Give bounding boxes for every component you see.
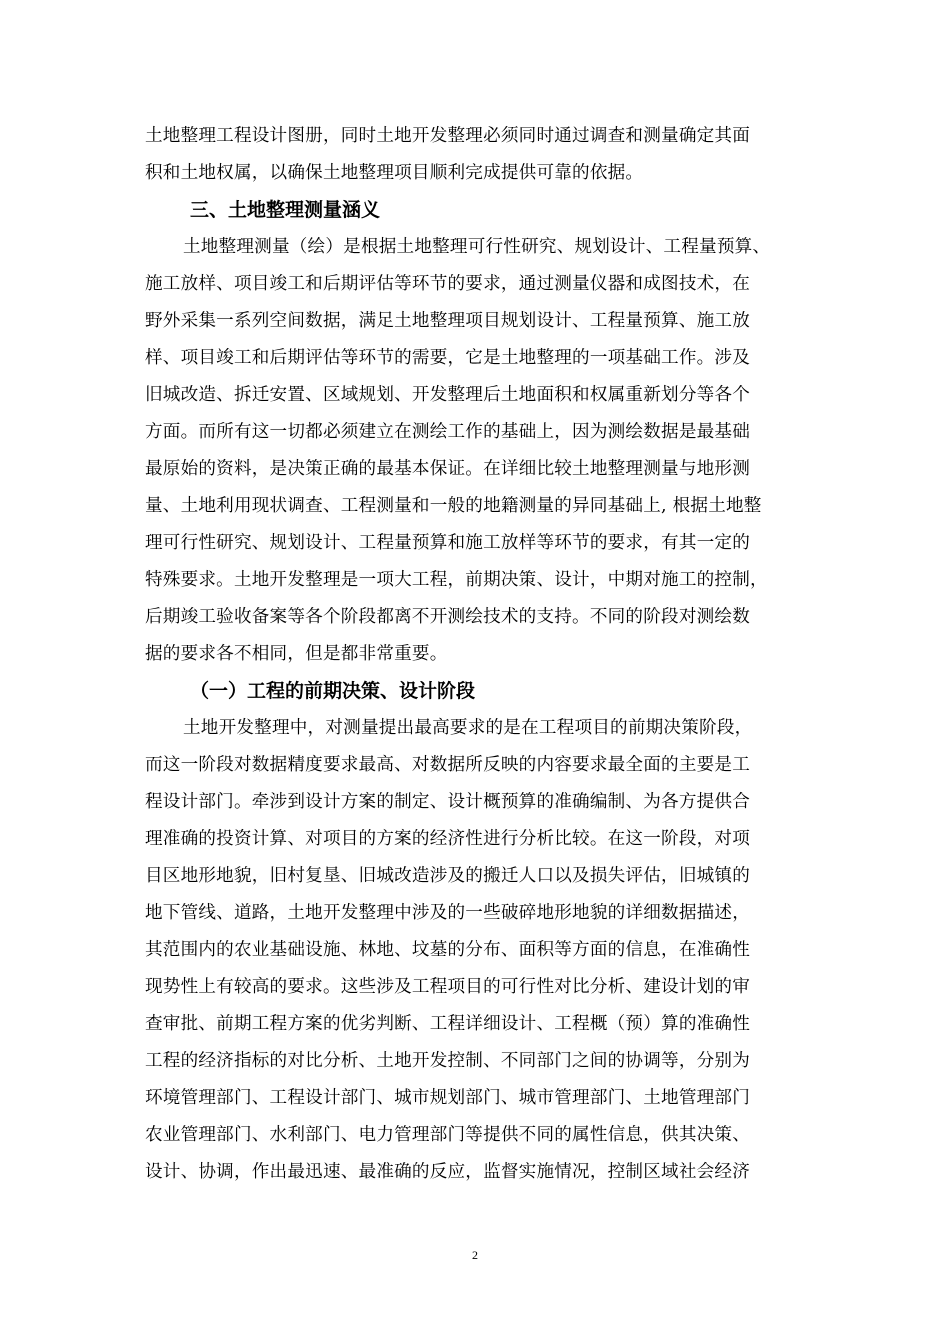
page-number: 2: [472, 1248, 478, 1262]
subsection-line-10: 工程的经济指标的对比分析、土地开发控制、不同部门之间的协调等，分别为: [145, 1051, 750, 1071]
section3-line-4: 样、项目竣工和后期评估等环节的需要，它是土地整理的一项基础工作。涉及: [145, 348, 750, 368]
subsection-line-2: 而这一阶段对数据精度要求最高、对数据所反映的内容要求最全面的主要是工: [145, 755, 750, 775]
section3-line-8: 量、土地利用现状调查、工程测量和一般的地籍测量的异同基础上, 根据土地整: [145, 496, 762, 516]
section3-line-10: 特殊要求。土地开发整理是一项大工程，前期决策、设计，中期对施工的控制，: [145, 570, 768, 590]
section3-line-11: 后期竣工验收备案等各个阶段都离不开测绘技术的支持。不同的阶段对测绘数: [145, 607, 750, 627]
subsection-line-12: 农业管理部门、水利部门、电力管理部门等提供不同的属性信息，供其决策、: [145, 1125, 750, 1145]
section3-line-6: 方面。而所有这一切都必须建立在测绘工作的基础上，因为测绘数据是最基础: [145, 422, 750, 442]
subsection-line-7: 其范围内的农业基础设施、林地、坟墓的分布、面积等方面的信息，在准确性: [145, 940, 750, 960]
subsection-line-4: 理准确的投资计算、对项目的方案的经济性进行分析比较。在这一阶段，对项: [145, 829, 750, 849]
section3-line-12: 据的要求各不相同，但是都非常重要。: [145, 644, 448, 664]
subsection-line-9: 查审批、前期工程方案的优劣判断、工程详细设计、工程概（预）算的准确性: [145, 1014, 750, 1034]
subsection-line-8: 现势性上有较高的要求。这些涉及工程项目的可行性对比分析、建设计划的审: [145, 977, 750, 997]
section3-line-5: 旧城改造、拆迁安置、区域规划、开发整理后土地面积和权属重新划分等各个: [145, 385, 750, 405]
section-heading: 三、土地整理测量涵义: [190, 199, 381, 221]
section3-line-1: 土地整理测量（绘）是根据土地整理可行性研究、规划设计、工程量预算、: [183, 237, 771, 257]
subsection-line-5: 目区地形地貌，旧村复垦、旧城改造涉及的搬迁人口以及损失评估，旧城镇的: [145, 866, 750, 886]
subsection-line-6: 地下管线、道路，土地开发整理中涉及的一些破碎地形地貌的详细数据描述，: [145, 903, 750, 923]
subsection-line-3: 程设计部门。牵涉到设计方案的制定、设计概预算的准确编制、为各方提供合: [145, 792, 750, 812]
section3-line-7: 最原始的资料，是决策正确的最基本保证。在详细比较土地整理测量与地形测: [145, 459, 750, 479]
section3-line-3: 野外采集一系列空间数据，满足土地整理项目规划设计、工程量预算、施工放: [145, 311, 750, 331]
subsection-line-1: 土地开发整理中，对测量提出最高要求的是在工程项目的前期决策阶段，: [183, 718, 753, 738]
intro-line-2: 积和土地权属，以确保土地整理项目顺利完成提供可靠的依据。: [145, 163, 644, 183]
subsection-line-13: 设计、协调，作出最迅速、最准确的反应，监督实施情况，控制区域社会经济: [145, 1162, 750, 1182]
section3-line-2: 施工放样、项目竣工和后期评估等环节的要求，通过测量仪器和成图技术，在: [145, 274, 750, 294]
subsection-heading: （一）工程的前期决策、设计阶段: [190, 680, 476, 702]
intro-line-1: 土地整理工程设计图册，同时土地开发整理必须同时通过调查和测量确定其面: [145, 126, 750, 146]
subsection-line-11: 环境管理部门、工程设计部门、城市规划部门、城市管理部门、土地管理部门: [145, 1088, 750, 1108]
section3-line-9: 理可行性研究、规划设计、工程量预算和施工放样等环节的要求，有其一定的: [145, 533, 750, 553]
